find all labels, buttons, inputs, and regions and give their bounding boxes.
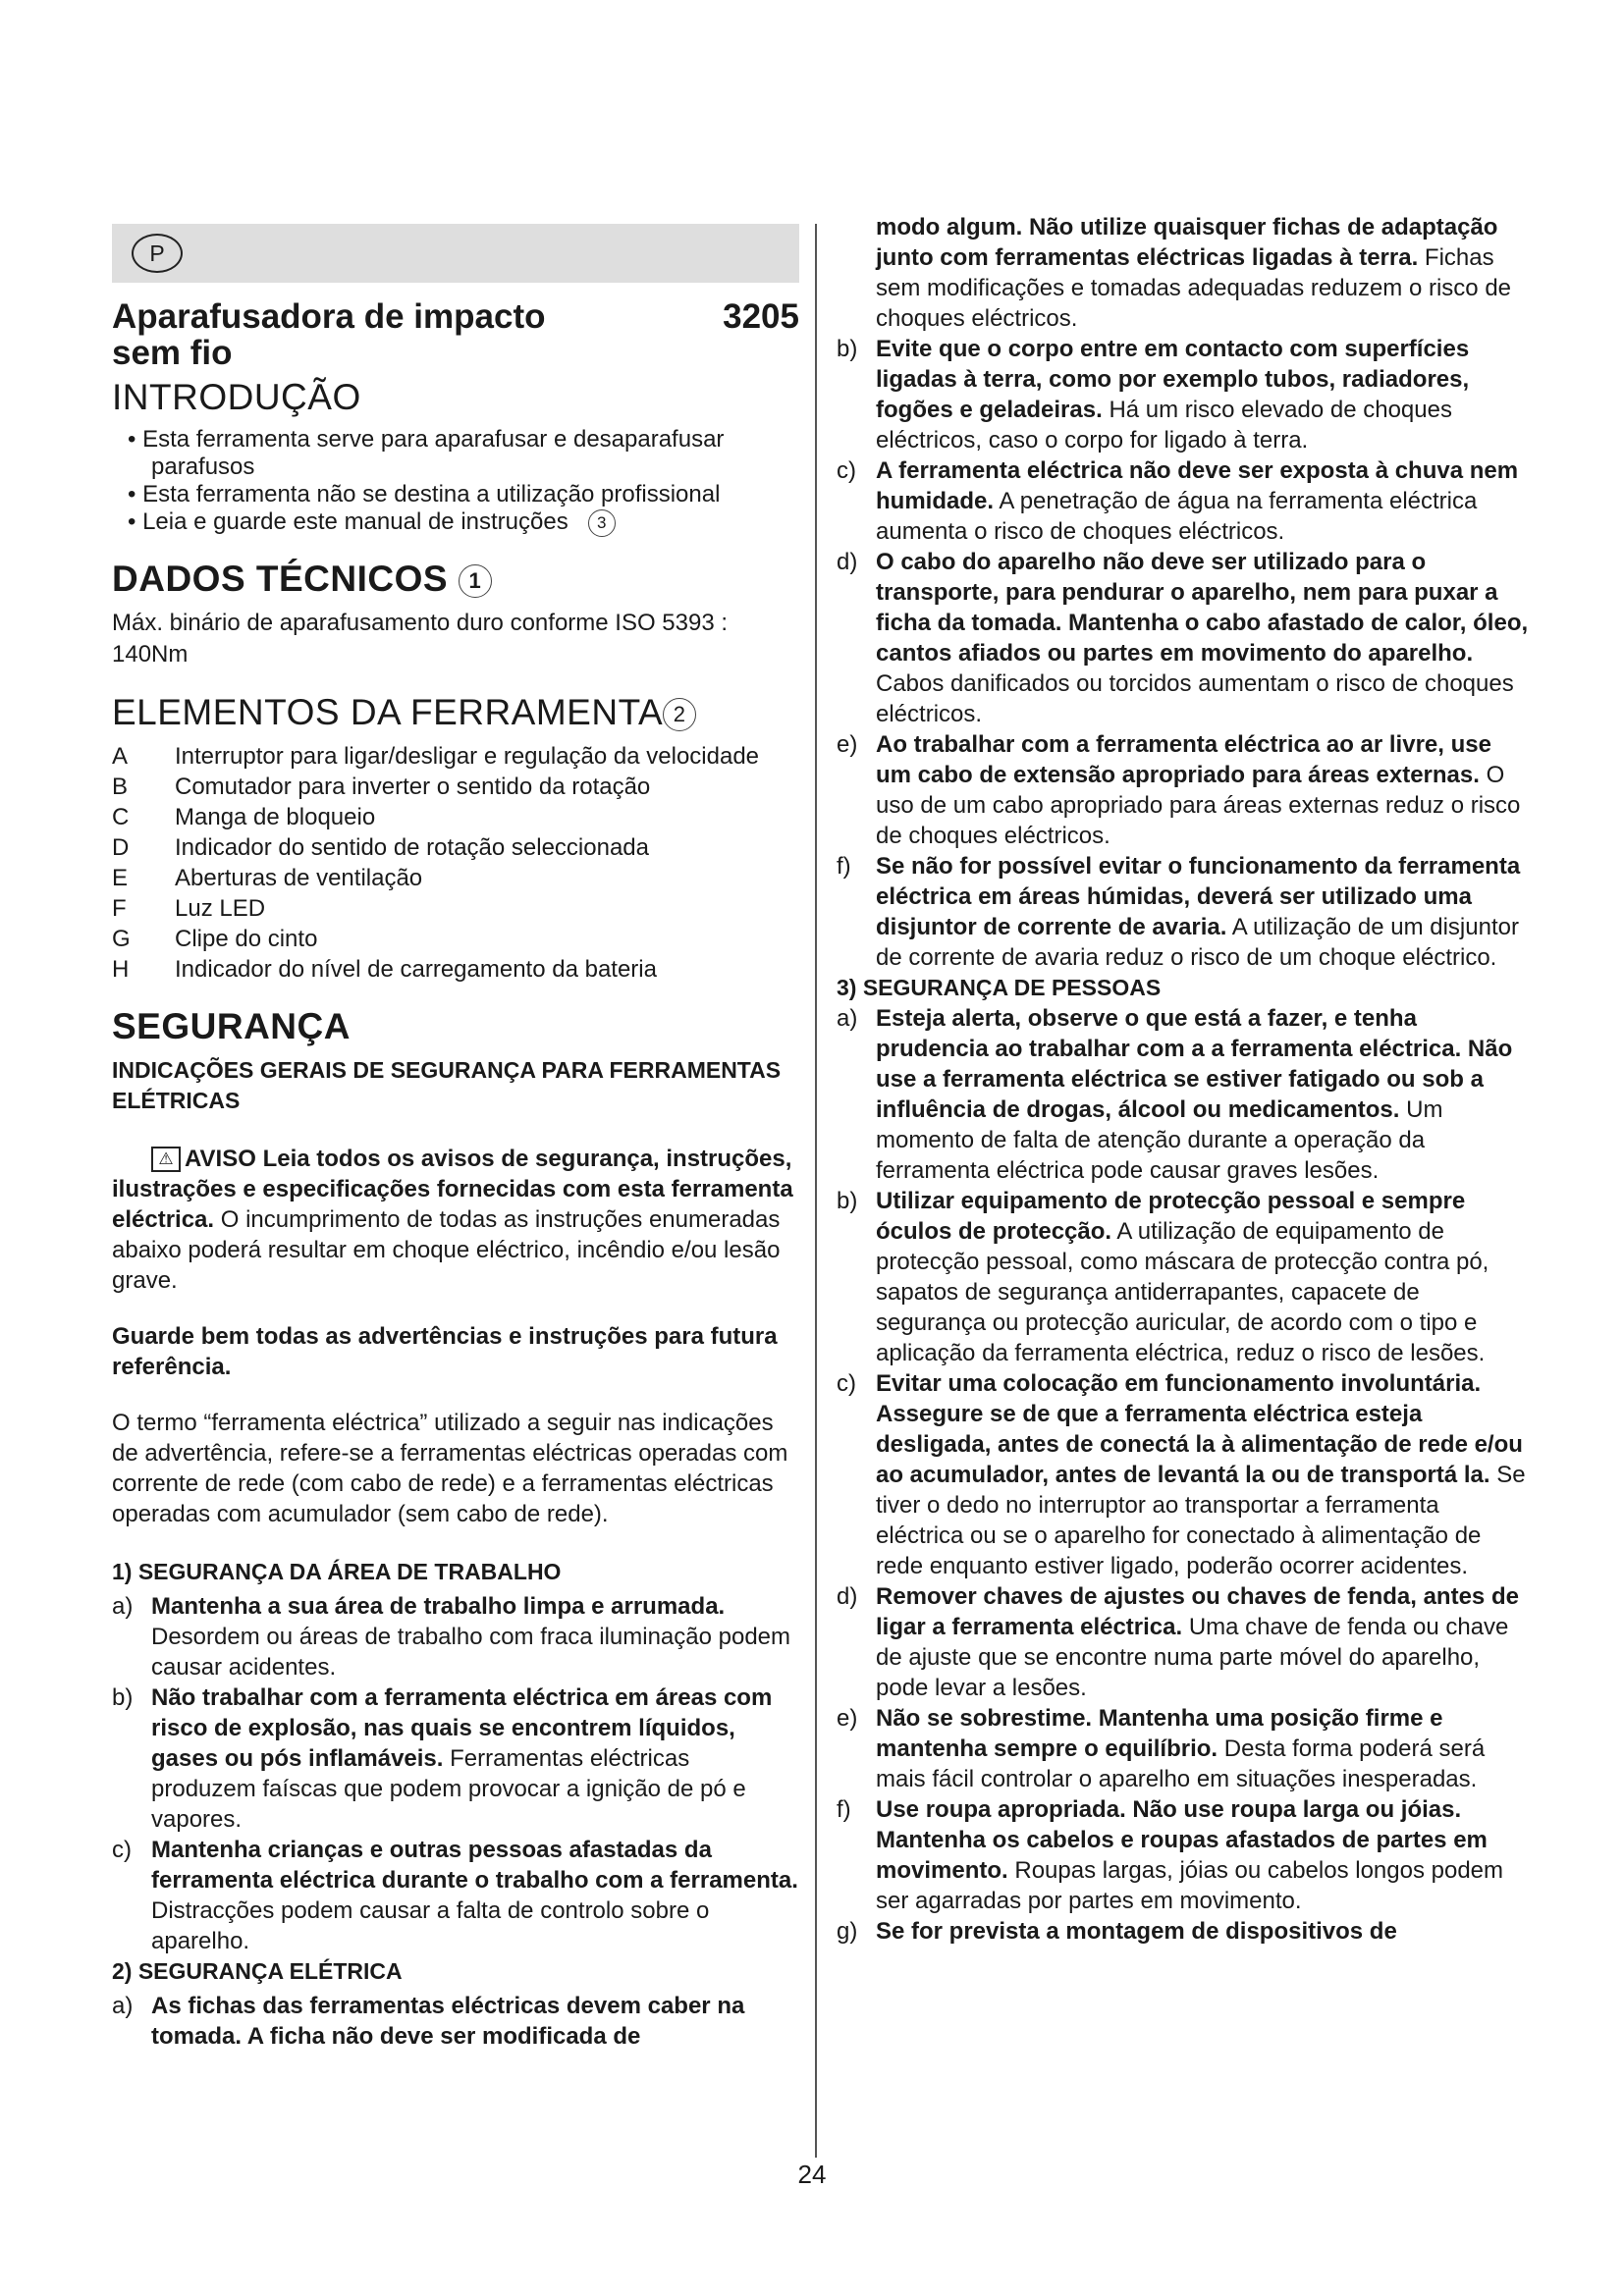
item-text: A utilização de um disjuntor de corrente de avaria reduz o risco de um choque eléctrico. <box>876 914 1519 971</box>
elements-heading-text: ELEMENTOS DA FERRAMENTA <box>112 691 664 732</box>
safety-heading: SEGURANÇA <box>112 1005 351 1046</box>
item-text: Distracções podem causar a falta de controlo sobre o aparelho. <box>151 1896 710 1954</box>
item-text: Se tiver o dedo no interruptor ao transportar a ferramenta eléctrica ou se o aparelho for conectado à alimentação de rede enquanto estiver ligado, poderão ocorrer acidentes. <box>876 1462 1526 1579</box>
item-letter: e) <box>837 731 858 758</box>
column-divider <box>815 224 817 2158</box>
item-bold: Se não for possível evitar o funcionamento da ferramenta eléctrica em áreas húmidas, deverá ser utilizado uma disjuntor de corrente de avaria. <box>876 853 1521 940</box>
intro-bullet: • Esta ferramenta não se destina a utilização profissional <box>128 481 721 507</box>
tech-heading <box>112 559 799 600</box>
item-text: Indicador do sentido de rotação seleccionada <box>175 833 649 861</box>
item-letter: b) <box>837 336 858 362</box>
list-item <box>112 893 799 924</box>
item-letter: a) <box>112 1992 134 2019</box>
list-item-continued <box>837 212 1529 334</box>
model-number: 3205 <box>723 297 799 336</box>
item-letter: a) <box>112 1592 134 1620</box>
work-area-heading: 1) SEGURANÇA DA ÁREA DE TRABALHO <box>112 1558 562 1584</box>
title-row <box>112 298 799 371</box>
item-bold: A ferramenta eléctrica não deve ser exposta à chuva nem humidade. <box>876 457 1519 514</box>
language-badge: P <box>132 234 183 273</box>
safety-subheading: INDICAÇÕES GERAIS DE SEGURANÇA PARA FERRAMENTAS ELÉTRICAS <box>112 1056 782 1113</box>
warning-text: O incumprimento de todas as instruções enumeradas abaixo poderá resultar em choque eléctrico, incêndio e/ou lesão grave. <box>112 1205 781 1294</box>
item-letter: b) <box>112 1683 134 1711</box>
item-bold-continued: modo algum. Não utilize quaisquer fichas de adaptação junto com ferramentas eléctricas ligadas à terra. <box>876 214 1498 271</box>
item-bold: Evite que o corpo entre em contacto com superfícies ligadas à terra, como por exemplo tubos, radiadores, fogões e geladeiras. <box>876 336 1470 423</box>
item-letter: g) <box>837 1918 858 1945</box>
item-bold: Não se sobrestime. Mantenha uma posição firme e mantenha sempre o equilíbrio. <box>876 1705 1443 1762</box>
item-text: Comutador para inverter o sentido da rotação <box>175 773 651 800</box>
item-bold: Ao trabalhar com a ferramenta eléctrica ao ar livre, use um cabo de extensão apropriado para áreas externas. <box>876 731 1491 788</box>
item-letter: c) <box>837 1370 856 1397</box>
item-letter: E <box>112 864 129 891</box>
item-text: Aberturas de ventilação <box>175 864 423 891</box>
list-item <box>112 832 799 863</box>
elements-list <box>112 741 799 985</box>
figure-ref-2: 2 <box>663 698 696 731</box>
list-item <box>112 802 799 832</box>
left-column <box>112 224 799 2052</box>
list-item <box>112 741 799 772</box>
list-item <box>112 1591 799 1682</box>
item-text: A utilização de equipamento de protecção pessoal, como máscara de protecção contra pó, sapatos de segurança antiderrapantes, capacete de segurança ou protecção auricular, de acordo com o tipo e aplicação da ferramenta eléctrica, reduz o risco de lesões. <box>876 1218 1489 1366</box>
item-bold: Remover chaves de ajustes ou chaves de fenda, antes de ligar a ferramenta eléctrica. <box>876 1583 1519 1640</box>
item-text: Roupas largas, jóias ou cabelos longos podem ser agarradas por partes em movimento. <box>876 1857 1504 1914</box>
item-letter: D <box>112 833 130 861</box>
item-text: O uso de um cabo apropriado para áreas externas reduz o risco de choques eléctricos. <box>876 762 1521 849</box>
item-letter: B <box>112 773 129 800</box>
item-bold: Não trabalhar com a ferramenta eléctrica em áreas com risco de explosão, nas quais se encontrem líquidos, gases ou pós inflamáveis. <box>151 1683 773 1772</box>
item-text: Ferramentas eléctricas produzem faíscas que podem provocar a ignição de pó e vapores. <box>151 1744 746 1833</box>
list-item <box>837 1003 1529 1186</box>
list-item <box>837 1916 1529 1947</box>
item-text: A penetração de água na ferramenta eléctrica aumenta o risco de choques eléctricos. <box>876 488 1478 545</box>
item-bold: Mantenha crianças e outras pessoas afastadas da ferramenta eléctrica durante o trabalho com a ferramenta. <box>151 1836 798 1894</box>
intro-bullets <box>112 426 799 537</box>
warning-bold: AVISO Leia todos os avisos de segurança, instruções, ilustrações e especificações fornecidas com esta ferramenta eléctrica. <box>112 1145 793 1233</box>
list-item <box>837 1368 1529 1581</box>
term-definition: O termo “ferramenta eléctrica” utilizado a seguir nas indicações de advertência, refere-se a ferramentas eléctricas operadas com corrente de rede (com cabo de rede) e a ferramentas eléctricas operadas com acumulador (sem cabo de rede). <box>112 1409 788 1527</box>
figure-ref-1: 1 <box>459 564 492 598</box>
list-item <box>112 924 799 954</box>
item-text: Clipe do cinto <box>175 925 318 952</box>
list-item <box>837 851 1529 973</box>
item-text: Luz LED <box>175 894 266 922</box>
item-text: Interruptor para ligar/desligar e regulação da velocidade <box>175 742 760 770</box>
intro-bullet-text: Leia e guarde este manual de instruções <box>142 508 568 535</box>
warning-icon: ⚠ <box>151 1147 181 1172</box>
item-text: Cabos danificados ou torcidos aumentam o risco de choques eléctricos. <box>876 670 1514 727</box>
list-item <box>837 1703 1529 1794</box>
item-text: Uma chave de fenda ou chave de ajuste que se encontre numa parte móvel do aparelho, pode levar a lesões. <box>876 1614 1509 1701</box>
list-item <box>112 1682 799 1835</box>
item-letter: H <box>112 955 130 983</box>
item-bold: Se for prevista a montagem de dispositivos de <box>876 1918 1397 1945</box>
list-item <box>837 547 1529 729</box>
warning-block <box>112 1144 799 1296</box>
item-bold: O cabo do aparelho não deve ser utilizado para o transporte, para pendurar o aparelho, nem para puxar a ficha da tomada. Mantenha o cabo afastado de calor, óleo, cantos afiados ou partes em movimento do aparelho. <box>876 549 1529 667</box>
intro-heading: INTRODUÇÃO <box>112 377 361 417</box>
item-letter: a) <box>837 1005 858 1032</box>
electrical-heading: 2) SEGURANÇA ELÉTRICA <box>112 1957 403 1984</box>
item-letter: C <box>112 803 130 830</box>
item-letter: e) <box>837 1705 858 1732</box>
figure-ref-3: 3 <box>588 509 616 537</box>
item-letter: d) <box>837 1583 858 1610</box>
personal-heading: 3) SEGURANÇA DE PESSOAS <box>837 975 1162 1000</box>
item-bold: Esteja alerta, observe o que está a fazer, e tenha prudencia ao trabalhar com a a ferramenta eléctrica. Não use a ferramenta eléctrica se estiver fatigado ou sob a influência de drogas, álcool ou medicamentos. <box>876 1005 1513 1123</box>
item-bold: Evitar uma colocação em funcionamento involuntária. Assegure se de que a ferramenta eléctrica esteja desligada, antes de conectá la à alimentação de rede e/ou ao acumulador, antes de levantá la ou de transportá la. <box>876 1370 1523 1488</box>
intro-bullet: • Leia e guarde este manual de instruções 3 <box>112 508 799 537</box>
list-item <box>837 1794 1529 1916</box>
item-letter: b) <box>837 1188 858 1214</box>
elements-heading <box>112 692 799 733</box>
list-item <box>837 455 1529 547</box>
item-letter: d) <box>837 549 858 575</box>
list-item <box>837 1581 1529 1703</box>
work-area-list <box>112 1591 799 1956</box>
product-title: Aparafusadora de impacto sem fio <box>112 297 546 372</box>
intro-bullet-text: Esta ferramenta não se destina a utilização profissional <box>142 481 721 507</box>
item-letter: A <box>112 742 129 770</box>
item-text: Desta forma poderá será mais fácil controlar o aparelho em situações inesperadas. <box>876 1735 1486 1792</box>
list-item <box>837 729 1529 851</box>
item-letter: f) <box>837 853 851 880</box>
keep-instructions: Guarde bem todas as advertências e instruções para futura referência. <box>112 1322 778 1380</box>
item-text: Fichas sem modificações e tomadas adequadas reduzem o risco de choques eléctricos. <box>876 244 1512 332</box>
list-item <box>112 1835 799 1956</box>
list-item <box>837 1186 1529 1368</box>
page-number: 24 <box>797 2160 827 2189</box>
language-bar <box>112 224 799 283</box>
item-letter: c) <box>112 1836 132 1863</box>
list-item <box>112 772 799 802</box>
item-text: Indicador do nível de carregamento da bateria <box>175 955 657 983</box>
item-bold-continued: As fichas das ferramentas eléctricas devem caber na tomada. A ficha não deve ser modificada de <box>151 1992 745 2050</box>
item-letter: f) <box>837 1796 851 1823</box>
right-column <box>837 212 1529 1947</box>
intro-bullet: • Esta ferramenta serve para aparafusar e desaparafusar parafusos <box>128 426 725 480</box>
list-item <box>112 863 799 893</box>
item-bold: Mantenha a sua área de trabalho limpa e arrumada. <box>151 1592 726 1620</box>
item-letter: G <box>112 925 131 952</box>
item-letter: c) <box>837 457 856 484</box>
item-text: Um momento de falta de atenção durante a operação da ferramenta eléctrica pode causar graves lesões. <box>876 1096 1443 1184</box>
item-text: Manga de bloqueio <box>175 803 376 830</box>
list-item <box>837 334 1529 455</box>
list-item <box>112 954 799 985</box>
item-bold: Utilizar equipamento de protecção pessoal e sempre óculos de protecção. <box>876 1188 1466 1245</box>
list-item <box>112 1991 799 2052</box>
item-letter: F <box>112 894 127 922</box>
tech-heading-text: DADOS TÉCNICOS <box>112 558 449 599</box>
item-bold: Use roupa apropriada. Não use roupa larga ou jóias. Mantenha os cabelos e roupas afastados de partes em movimento. <box>876 1796 1488 1884</box>
item-text: Desordem ou áreas de trabalho com fraca iluminação podem causar acidentes. <box>151 1623 791 1681</box>
item-text: Há um risco elevado de choques eléctricos, caso o corpo for ligado à terra. <box>876 397 1452 454</box>
tech-text: Máx. binário de aparafusamento duro conforme ISO 5393 : 140Nm <box>112 609 729 667</box>
intro-bullet-text: Esta ferramenta serve para aparafusar e desaparafusar parafusos <box>142 426 725 480</box>
